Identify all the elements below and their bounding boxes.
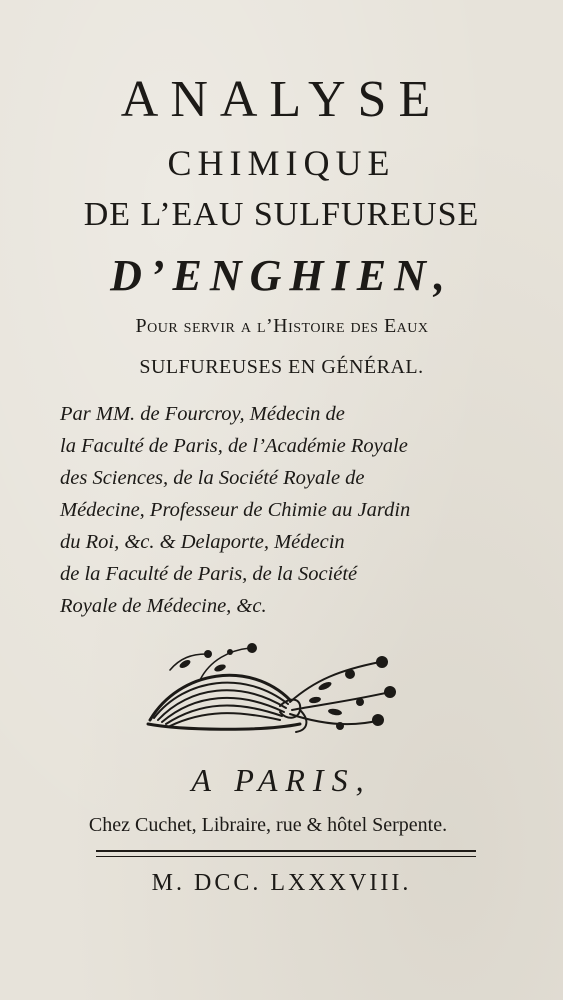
subtitle-line-1: Pour servir a l’Histoire des Eaux [135, 315, 429, 337]
imprint-publisher: Chez Cuchet, Libraire, rue & hôtel Serpente. [88, 814, 448, 836]
title-line-analyse: ANALYSE [120, 71, 443, 128]
title-line-chimique: CHIMIQUE [167, 143, 396, 183]
divider-rule [96, 850, 476, 852]
authors-line: de la Faculté de Paris, de la Société [60, 563, 358, 585]
authors-line: Médecine, Professeur de Chimie au Jardin [60, 499, 411, 521]
title-line-enghien: D’ENGHIEN, [110, 251, 453, 300]
title-line-eau-sulfureuse: DE L’EAU SULFUREUSE [83, 196, 480, 233]
subtitle-line-2: SULFUREUSES EN GÉNÉRAL. [139, 356, 424, 378]
imprint-place: A PARIS, [191, 762, 372, 798]
authors-line: Par MM. de Fourcroy, Médecin de [60, 403, 345, 425]
authors-line: du Roi, &c. & Delaporte, Médecin [60, 531, 345, 553]
authors-line: la Faculté de Paris, de l’Académie Royale [60, 435, 408, 457]
divider-rule [96, 856, 476, 857]
imprint-date: M. DCC. LXXXVIII. [151, 870, 412, 896]
authors-line: Royale de Médecine, &c. [60, 595, 267, 617]
floral-vignette-icon [140, 640, 400, 736]
authors-line: des Sciences, de la Société Royale de [60, 467, 365, 489]
authors-block [60, 398, 510, 622]
